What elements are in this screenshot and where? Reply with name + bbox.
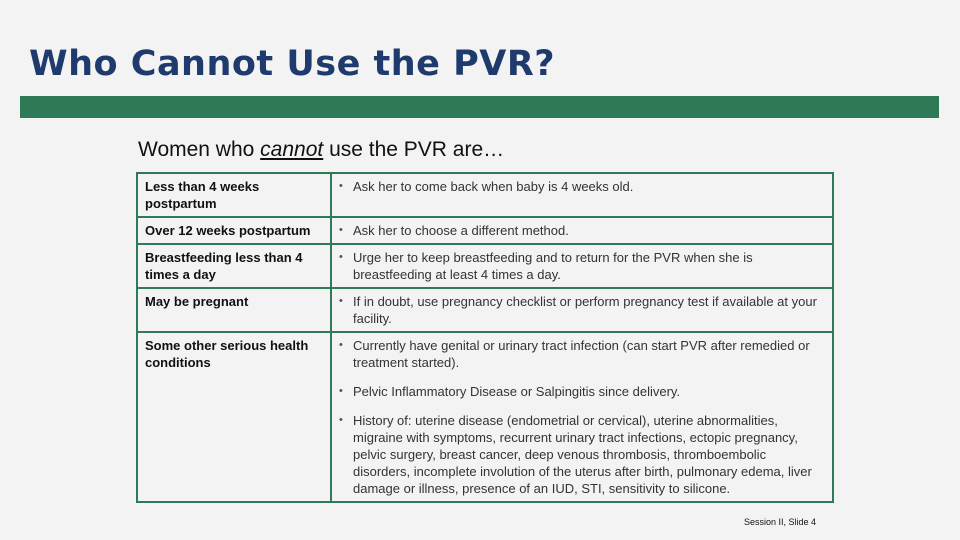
table-row <box>137 288 833 332</box>
list-item <box>339 383 825 400</box>
condition-cell: May be pregnant <box>137 288 331 332</box>
list-item <box>339 178 825 195</box>
action-text: Ask her to come back when baby is 4 weeks old. <box>353 179 634 194</box>
list-item <box>339 222 825 239</box>
table-row <box>137 332 833 502</box>
condition-cell: Over 12 weeks postpartum <box>137 217 331 244</box>
bullet-icon: • <box>339 414 343 426</box>
table-row <box>137 217 833 244</box>
list-item <box>339 293 825 327</box>
action-cell <box>331 244 833 288</box>
table-row <box>137 173 833 217</box>
action-cell <box>331 332 833 502</box>
action-cell <box>331 173 833 217</box>
table-row <box>137 244 833 288</box>
slide-footer: Session II, Slide 4 <box>744 517 817 527</box>
bullet-icon: • <box>339 339 343 351</box>
action-text: History of: uterine disease (endometrial or cervical), uterine abnormalities, migraine with symptoms, recurrent urinary tract infections, ectopic pregnancy, pelvic surgery, breast cancer, deep venous thrombosis, thromboembolic disorders, incomplete involution of the uterus after birth, pulmonary edema, liver damage or illness, presence of an IUD, STI, sensitivity to silicone. <box>353 413 812 496</box>
action-text: Urge her to keep breastfeeding and to return for the PVR when she is breastfeeding at least 4 times a day. <box>353 250 753 282</box>
slide-subtitle <box>138 138 504 162</box>
list-item <box>339 249 825 283</box>
bullet-icon: • <box>339 251 343 263</box>
condition-cell: Less than 4 weeks postpartum <box>137 173 331 217</box>
list-item <box>339 412 825 497</box>
subtitle-text-start: Women who <box>138 138 261 161</box>
action-cell <box>331 217 833 244</box>
condition-cell: Breastfeeding less than 4 times a day <box>137 244 331 288</box>
bullet-icon: • <box>339 385 343 397</box>
contraindications-table <box>136 172 834 503</box>
title-divider-bar <box>20 96 939 118</box>
subtitle-text-end: use the PVR are… <box>323 138 505 161</box>
bullet-icon: • <box>339 180 343 192</box>
condition-cell: Some other serious health conditions <box>137 332 331 502</box>
slide-title: Who Cannot Use the PVR? <box>29 44 556 84</box>
list-item <box>339 337 825 371</box>
action-text: Ask her to choose a different method. <box>353 223 569 238</box>
subtitle-emphasis: cannot <box>260 138 324 161</box>
action-cell <box>331 288 833 332</box>
bullet-icon: • <box>339 224 343 236</box>
action-text: If in doubt, use pregnancy checklist or perform pregnancy test if available at your facility. <box>353 294 817 326</box>
bullet-icon: • <box>339 295 343 307</box>
action-text: Pelvic Inflammatory Disease or Salpingitis since delivery. <box>353 384 681 399</box>
action-text: Currently have genital or urinary tract infection (can start PVR after remedied or treatment started). <box>353 338 810 370</box>
